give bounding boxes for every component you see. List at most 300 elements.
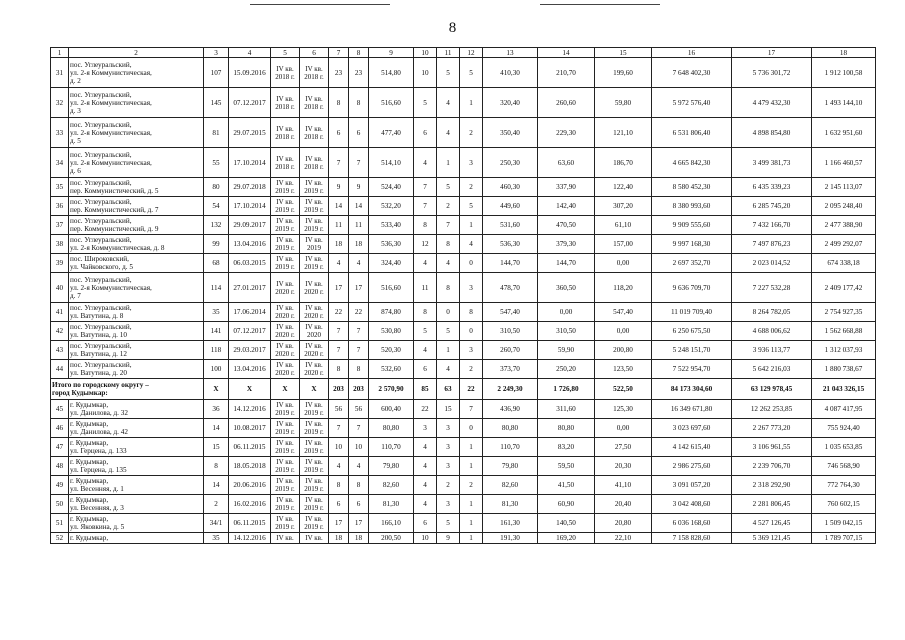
cell-c15: 0,00 (595, 419, 652, 438)
cell-c18: 1 312 037,93 (812, 341, 876, 360)
cell-c9: 530,80 (369, 322, 414, 341)
cell-c4: 17.10.2014 (229, 197, 271, 216)
cell-c7: 7 (329, 419, 349, 438)
cell-c16: 9 997 168,30 (652, 235, 732, 254)
cell-c15: 200,80 (595, 341, 652, 360)
cell-c12: 7 (460, 400, 483, 419)
header-cell-5: 5 (271, 48, 300, 58)
cell-c17: 2 023 014,52 (732, 254, 812, 273)
cell-c17: 4 898 854,80 (732, 118, 812, 148)
cell-c13: 449,60 (483, 197, 538, 216)
cell-c16: 3 042 408,60 (652, 495, 732, 514)
address-cell: г. Кудымкар, ул. Герцена, д. 135 (69, 457, 204, 476)
cell-c18: 4 087 417,95 (812, 400, 876, 419)
cell-c9: 514,10 (369, 148, 414, 178)
cell-c15: 307,20 (595, 197, 652, 216)
cell-c13: 373,70 (483, 360, 538, 379)
total-c12: 22 (460, 379, 483, 400)
cell-c14: 337,90 (538, 178, 595, 197)
cell-c7: 7 (329, 322, 349, 341)
row-number: 39 (51, 254, 69, 273)
cell-c13: 350,40 (483, 118, 538, 148)
cell-c9: 110,70 (369, 438, 414, 457)
cell-c5: IV кв. 2019 г. (271, 514, 300, 533)
table-row (51, 495, 876, 514)
address-cell: пос. Углеуральский, ул. 2-я Коммунистическая, д. 6 (69, 148, 204, 178)
cell-c17: 5 369 121,45 (732, 533, 812, 544)
header-cell-1: 1 (51, 48, 69, 58)
cell-c13: 531,60 (483, 216, 538, 235)
header-cell-14: 14 (538, 48, 595, 58)
cell-c5: IV кв. 2019 г. (271, 178, 300, 197)
cell-c16: 4 665 842,30 (652, 148, 732, 178)
cell-c14: 169,20 (538, 533, 595, 544)
cell-c4: 14.12.2016 (229, 400, 271, 419)
cell-c6: IV кв. 2019 г. (300, 197, 329, 216)
cell-c16: 2 697 352,70 (652, 254, 732, 273)
cell-c12: 3 (460, 341, 483, 360)
cell-c6: IV кв. 2019 г. (300, 514, 329, 533)
cell-c12: 2 (460, 178, 483, 197)
table-row (51, 273, 876, 303)
cell-c7: 7 (329, 341, 349, 360)
cell-c10: 11 (414, 273, 437, 303)
cell-c4: 27.01.2017 (229, 273, 271, 303)
table-row (51, 118, 876, 148)
table-row (51, 400, 876, 419)
cell-c3: 35 (204, 533, 229, 544)
cell-c9: 514,80 (369, 58, 414, 88)
cell-c17: 6 285 745,20 (732, 197, 812, 216)
cell-c10: 22 (414, 400, 437, 419)
cell-c7: 6 (329, 495, 349, 514)
table-row (51, 419, 876, 438)
cell-c5: IV кв. 2019 г. (271, 476, 300, 495)
cell-c17: 5 736 301,72 (732, 58, 812, 88)
cell-c8: 7 (349, 148, 369, 178)
cell-c5: IV кв. 2019 г. (271, 400, 300, 419)
table-row (51, 148, 876, 178)
total-c17: 63 129 978,45 (732, 379, 812, 400)
cell-c8: 8 (349, 360, 369, 379)
cell-c15: 118,20 (595, 273, 652, 303)
cell-c8: 8 (349, 88, 369, 118)
cell-c9: 477,40 (369, 118, 414, 148)
row-number: 41 (51, 303, 69, 322)
cell-c5: IV кв. 2019 г. (271, 197, 300, 216)
total-c11: 63 (437, 379, 460, 400)
address-cell: пос. Широковский, ул. Чайковского, д. 5 (69, 254, 204, 273)
cell-c17: 5 642 216,03 (732, 360, 812, 379)
cell-c17: 4 479 432,30 (732, 88, 812, 118)
address-cell: г. Кудымкар, (69, 533, 204, 544)
row-number: 42 (51, 322, 69, 341)
cell-c11: 3 (437, 457, 460, 476)
cell-c8: 56 (349, 400, 369, 419)
cell-c17: 2 239 706,70 (732, 457, 812, 476)
cell-c7: 18 (329, 533, 349, 544)
row-number: 35 (51, 178, 69, 197)
cell-c13: 144,70 (483, 254, 538, 273)
cell-c16: 9 636 709,70 (652, 273, 732, 303)
cell-c6: IV кв. 2019 (300, 235, 329, 254)
cell-c13: 536,30 (483, 235, 538, 254)
cell-c8: 10 (349, 438, 369, 457)
cell-c17: 7 432 166,70 (732, 216, 812, 235)
cell-c14: 0,00 (538, 303, 595, 322)
cell-c10: 4 (414, 457, 437, 476)
cell-c6: IV кв. 2019 г. (300, 254, 329, 273)
cell-c15: 20,80 (595, 514, 652, 533)
cell-c13: 547,40 (483, 303, 538, 322)
cell-c12: 1 (460, 216, 483, 235)
cell-c16: 2 986 275,60 (652, 457, 732, 476)
table-row (51, 360, 876, 379)
cell-c17: 2 281 806,45 (732, 495, 812, 514)
cell-c16: 8 380 993,60 (652, 197, 732, 216)
cell-c13: 191,30 (483, 533, 538, 544)
cell-c7: 8 (329, 476, 349, 495)
cell-c10: 8 (414, 303, 437, 322)
cell-c3: 14 (204, 419, 229, 438)
cell-c9: 166,10 (369, 514, 414, 533)
cell-c10: 5 (414, 322, 437, 341)
cell-c5: IV кв. 2018 г. (271, 148, 300, 178)
cell-c10: 6 (414, 514, 437, 533)
table-row (51, 476, 876, 495)
cell-c6: IV кв. 2019 г. (300, 457, 329, 476)
cell-c17: 3 936 113,77 (732, 341, 812, 360)
cell-c10: 3 (414, 419, 437, 438)
row-number: 48 (51, 457, 69, 476)
cell-c15: 22,10 (595, 533, 652, 544)
cell-c17: 7 497 876,23 (732, 235, 812, 254)
cell-c18: 2 754 927,35 (812, 303, 876, 322)
cell-c9: 80,80 (369, 419, 414, 438)
cell-c7: 9 (329, 178, 349, 197)
total-c5: X (271, 379, 300, 400)
cell-c5: IV кв. 2020 г. (271, 273, 300, 303)
cell-c11: 4 (437, 360, 460, 379)
cell-c11: 1 (437, 341, 460, 360)
header-cell-7: 7 (329, 48, 349, 58)
total-c8: 203 (349, 379, 369, 400)
total-c18: 21 043 326,15 (812, 379, 876, 400)
header-row (51, 48, 876, 58)
cell-c18: 746 568,90 (812, 457, 876, 476)
cell-c6: IV кв. 2019 г. (300, 476, 329, 495)
header-cell-12: 12 (460, 48, 483, 58)
cell-c8: 9 (349, 178, 369, 197)
cell-c15: 121,10 (595, 118, 652, 148)
cell-c13: 161,30 (483, 514, 538, 533)
cell-c11: 4 (437, 88, 460, 118)
cell-c17: 12 262 253,85 (732, 400, 812, 419)
total-c4: X (229, 379, 271, 400)
cell-c6: IV кв. 2019 г. (300, 438, 329, 457)
cell-c6: IV кв. 2018 г. (300, 118, 329, 148)
cell-c18: 1 509 042,15 (812, 514, 876, 533)
cell-c5: IV кв. 2019 г. (271, 254, 300, 273)
cell-c3: 114 (204, 273, 229, 303)
total-c6: X (300, 379, 329, 400)
cell-c11: 2 (437, 197, 460, 216)
cell-c6: IV кв. 2020 г. (300, 360, 329, 379)
total-c7: 203 (329, 379, 349, 400)
row-number: 47 (51, 438, 69, 457)
total-c16: 84 173 304,60 (652, 379, 732, 400)
cell-c11: 15 (437, 400, 460, 419)
cell-c3: 34/1 (204, 514, 229, 533)
row-number: 52 (51, 533, 69, 544)
cell-c17: 8 264 782,05 (732, 303, 812, 322)
cell-c4: 06.11.2015 (229, 438, 271, 457)
cell-c12: 0 (460, 322, 483, 341)
cell-c14: 60,90 (538, 495, 595, 514)
address-cell: г. Кудымкар, ул. Весенняя, д. 3 (69, 495, 204, 514)
cell-c11: 3 (437, 495, 460, 514)
cell-c17: 6 435 339,23 (732, 178, 812, 197)
table-row (51, 303, 876, 322)
cell-c6: IV кв. 2020 г. (300, 273, 329, 303)
cell-c7: 14 (329, 197, 349, 216)
table-row (51, 254, 876, 273)
row-number: 43 (51, 341, 69, 360)
cell-c4: 20.06.2016 (229, 476, 271, 495)
cell-c15: 0,00 (595, 254, 652, 273)
table-row (51, 178, 876, 197)
address-cell: г. Кудымкар, ул. Яковкина, д. 5 (69, 514, 204, 533)
cell-c15: 186,70 (595, 148, 652, 178)
total-label: Итого по городскому округу – город Кудымкар: (51, 379, 204, 400)
cell-c16: 5 248 151,70 (652, 341, 732, 360)
cell-c16: 6 250 675,50 (652, 322, 732, 341)
cell-c10: 10 (414, 58, 437, 88)
cell-c5: IV кв. 2019 г. (271, 495, 300, 514)
cell-c8: 4 (349, 457, 369, 476)
row-number: 34 (51, 148, 69, 178)
table-row (51, 322, 876, 341)
cell-c5: IV кв. 2020 г. (271, 322, 300, 341)
cell-c8: 18 (349, 235, 369, 254)
cell-c5: IV кв. 2019 г. (271, 235, 300, 254)
row-number: 46 (51, 419, 69, 438)
cell-c4: 07.12.2017 (229, 88, 271, 118)
page-number: 8 (448, 20, 457, 36)
cell-c18: 1 789 707,15 (812, 533, 876, 544)
cell-c18: 2 477 388,90 (812, 216, 876, 235)
cell-c7: 17 (329, 273, 349, 303)
cell-c15: 59,80 (595, 88, 652, 118)
cell-c12: 2 (460, 118, 483, 148)
table-row (51, 514, 876, 533)
cell-c18: 2 145 113,07 (812, 178, 876, 197)
header-cell-13: 13 (483, 48, 538, 58)
cell-c14: 470,50 (538, 216, 595, 235)
cell-c13: 320,40 (483, 88, 538, 118)
cell-c13: 260,70 (483, 341, 538, 360)
cell-c11: 5 (437, 178, 460, 197)
address-cell: г. Кудымкар, ул. Весенняя, д. 1 (69, 476, 204, 495)
data-table (50, 47, 876, 544)
cell-c4: 29.07.2018 (229, 178, 271, 197)
cell-c9: 516,60 (369, 273, 414, 303)
address-cell: пос. Углеуральский, пер. Коммунистический, д. 9 (69, 216, 204, 235)
address-cell: г. Кудымкар, ул. Данилова, д. 42 (69, 419, 204, 438)
cell-c6: IV кв. 2020 г. (300, 303, 329, 322)
cell-c5: IV кв. 2019 г. (271, 438, 300, 457)
cell-c18: 2 095 248,40 (812, 197, 876, 216)
cell-c16: 7 158 828,60 (652, 533, 732, 544)
cell-c12: 0 (460, 419, 483, 438)
cell-c8: 11 (349, 216, 369, 235)
cell-c4: 13.04.2016 (229, 360, 271, 379)
cell-c6: IV кв. 2019 г. (300, 216, 329, 235)
cell-c3: 141 (204, 322, 229, 341)
cell-c3: 36 (204, 400, 229, 419)
cell-c3: 132 (204, 216, 229, 235)
cell-c9: 524,40 (369, 178, 414, 197)
cell-c12: 4 (460, 235, 483, 254)
cell-c18: 1 562 668,88 (812, 322, 876, 341)
table-row (51, 438, 876, 457)
cell-c10: 4 (414, 476, 437, 495)
cell-c14: 229,30 (538, 118, 595, 148)
total-c15: 522,50 (595, 379, 652, 400)
cell-c14: 310,50 (538, 322, 595, 341)
cell-c14: 41,50 (538, 476, 595, 495)
cell-c9: 200,50 (369, 533, 414, 544)
cell-c16: 3 023 697,60 (652, 419, 732, 438)
cell-c14: 80,80 (538, 419, 595, 438)
cell-c11: 5 (437, 58, 460, 88)
table-row (51, 216, 876, 235)
header-cell-2: 2 (69, 48, 204, 58)
cell-c14: 260,60 (538, 88, 595, 118)
cell-c10: 7 (414, 178, 437, 197)
cell-c12: 5 (460, 58, 483, 88)
cell-c10: 4 (414, 254, 437, 273)
cell-c6: IV кв. (300, 533, 329, 544)
table-row (51, 235, 876, 254)
cell-c8: 6 (349, 495, 369, 514)
cell-c9: 516,60 (369, 88, 414, 118)
cell-c16: 16 349 671,80 (652, 400, 732, 419)
cell-c10: 4 (414, 341, 437, 360)
cell-c12: 1 (460, 88, 483, 118)
cell-c9: 533,40 (369, 216, 414, 235)
cell-c6: IV кв. 2019 г. (300, 419, 329, 438)
cell-c15: 20,40 (595, 495, 652, 514)
cell-c10: 7 (414, 197, 437, 216)
header-cell-15: 15 (595, 48, 652, 58)
row-number: 33 (51, 118, 69, 148)
cell-c3: 68 (204, 254, 229, 273)
cell-c6: IV кв. 2018 г. (300, 88, 329, 118)
cell-c9: 536,30 (369, 235, 414, 254)
cell-c6: IV кв. 2020 (300, 322, 329, 341)
cell-c5: IV кв. 2019 г. (271, 457, 300, 476)
cell-c17: 4 688 006,62 (732, 322, 812, 341)
cell-c4: 29.09.2017 (229, 216, 271, 235)
cell-c5: IV кв. 2020 г. (271, 360, 300, 379)
cell-c10: 4 (414, 495, 437, 514)
row-number: 31 (51, 58, 69, 88)
cell-c18: 1 166 460,57 (812, 148, 876, 178)
cell-c15: 122,40 (595, 178, 652, 197)
cell-c16: 11 019 709,40 (652, 303, 732, 322)
cell-c6: IV кв. 2020 г. (300, 341, 329, 360)
cell-c7: 17 (329, 514, 349, 533)
cell-c3: 14 (204, 476, 229, 495)
cell-c5: IV кв. (271, 533, 300, 544)
address-cell: пос. Углеуральский, ул. Ватутина, д. 8 (69, 303, 204, 322)
row-number: 45 (51, 400, 69, 419)
header-cell-8: 8 (349, 48, 369, 58)
cell-c15: 157,00 (595, 235, 652, 254)
cell-c6: IV кв. 2019 г. (300, 495, 329, 514)
cell-c18: 1 493 144,10 (812, 88, 876, 118)
row-number: 44 (51, 360, 69, 379)
cell-c6: IV кв. 2019 г. (300, 178, 329, 197)
cell-c11: 9 (437, 533, 460, 544)
top-rule (0, 0, 905, 9)
cell-c14: 83,20 (538, 438, 595, 457)
row-number: 49 (51, 476, 69, 495)
address-cell: пос. Углеуральский, пер. Коммунистический, д. 5 (69, 178, 204, 197)
row-number: 51 (51, 514, 69, 533)
cell-c16: 6 036 168,60 (652, 514, 732, 533)
cell-c7: 56 (329, 400, 349, 419)
cell-c10: 12 (414, 235, 437, 254)
cell-c18: 1 632 951,60 (812, 118, 876, 148)
table-row (51, 88, 876, 118)
row-number: 40 (51, 273, 69, 303)
cell-c11: 5 (437, 514, 460, 533)
cell-c13: 478,70 (483, 273, 538, 303)
cell-c8: 7 (349, 341, 369, 360)
cell-c3: 54 (204, 197, 229, 216)
cell-c3: 145 (204, 88, 229, 118)
cell-c13: 81,30 (483, 495, 538, 514)
row-number: 36 (51, 197, 69, 216)
cell-c7: 18 (329, 235, 349, 254)
cell-c4: 14.12.2016 (229, 533, 271, 544)
address-cell: г. Кудымкар, ул. Герцена, д. 133 (69, 438, 204, 457)
cell-c13: 82,60 (483, 476, 538, 495)
cell-c18: 755 924,40 (812, 419, 876, 438)
table-row (51, 457, 876, 476)
cell-c18: 1 912 100,58 (812, 58, 876, 88)
cell-c9: 81,30 (369, 495, 414, 514)
cell-c5: IV кв. 2018 г. (271, 88, 300, 118)
cell-c9: 600,40 (369, 400, 414, 419)
header-cell-6: 6 (300, 48, 329, 58)
cell-c4: 06.11.2015 (229, 514, 271, 533)
cell-c12: 0 (460, 254, 483, 273)
cell-c8: 14 (349, 197, 369, 216)
cell-c15: 0,00 (595, 322, 652, 341)
cell-c14: 59,50 (538, 457, 595, 476)
cell-c11: 8 (437, 235, 460, 254)
cell-c9: 874,80 (369, 303, 414, 322)
cell-c9: 324,40 (369, 254, 414, 273)
cell-c11: 4 (437, 254, 460, 273)
cell-c8: 4 (349, 254, 369, 273)
address-cell: пос. Углеуральский, ул. Ватутина, д. 10 (69, 322, 204, 341)
cell-c17: 2 267 773,20 (732, 419, 812, 438)
total-c3: X (204, 379, 229, 400)
